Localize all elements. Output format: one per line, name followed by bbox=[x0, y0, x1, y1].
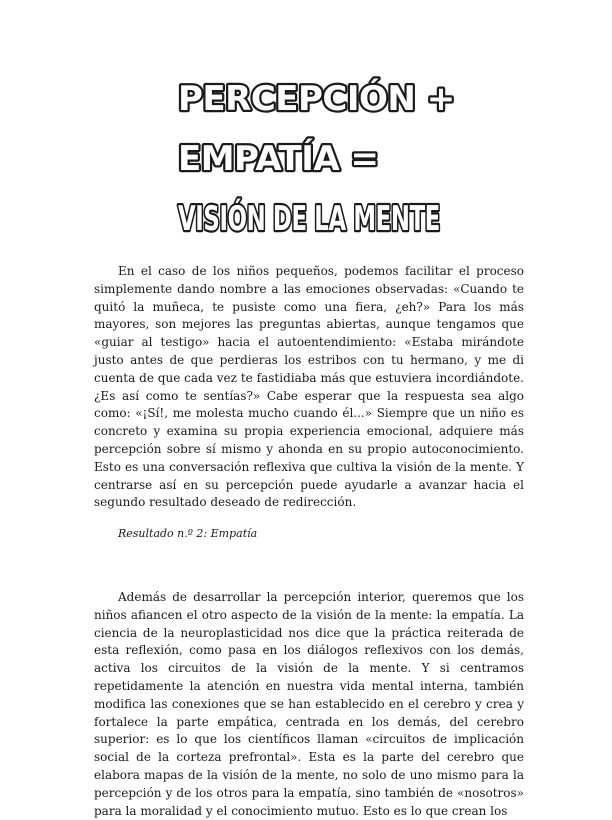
title-line-mind-vision: VISIÓN DE LA MENTE bbox=[178, 199, 570, 239]
paragraph-empathy: Además de desarrollar la percepción interior, queremos que los niños afiancen el otro aspecto de la visión de la mente: la empatía. La ciencia de la neuroplasticidad nos dice que la práctica reiterada de esta reflexión, como pasa en los diálogos reflexivos con los demás, activa los circuitos de la visión de la mente. Y si centramos repetidamente la atención en nuestra vida mental interna, también modifica las conexiones que se han establecido en el cerebro y crea y fortalece la parte empática, centrada en los demás, del cerebro superior: es lo que los científicos llaman «circuitos de implicación social de la corteza prefrontal». Esta es la parte del cerebro que elabora mapas de la visión de la mente, no solo de uno mismo para la percepción y de los otros para la empatía, sino también de «nosotros» para la moralidad y el conocimiento mutuo. Esto es lo que crean los bbox=[94, 589, 524, 818]
title-illustration-svg bbox=[176, 72, 570, 252]
title-line-empathy: EMPATÍA = bbox=[178, 139, 379, 179]
title-illustration bbox=[176, 72, 570, 252]
body-text bbox=[94, 263, 524, 820]
paragraph-perception: En el caso de los niños pequeños, podemos facilitar el proceso simplemente dando nombre a las emociones observadas: «Cuando te quitó la muñeca, te pusiste como una fiera, ¿eh?» Para los más mayores, son mejores las preguntas abiertas, aunque tengamos que «guiar al testigo» hacia el autoentendimiento: «Estaba mirándote justo antes de que perdieras los estribos con tu hermano, y me di cuenta de que cada vez te fastidiaba más que estuviera incordiándote. ¿Es así como te sentías?» Cabe esperar que la respuesta sea algo como: «¡Sí!, me molesta mucho cuando él...» Siempre que un niño es concreto y examina su propia experiencia emocional, adquiere más percepción sobre sí mismo y ahonda en su propio autoconocimiento. Esto es una conversación reflexiva que cultiva la visión de la mente. Y centrarse así en su percepción puede ayudarle a avanzar hacia el segundo resultado deseado de redirección. bbox=[94, 264, 524, 510]
title-line-perception: PERCEPCIÓN + bbox=[178, 79, 455, 119]
section-subheading: Resultado n.º 2: Empatía bbox=[118, 527, 258, 541]
